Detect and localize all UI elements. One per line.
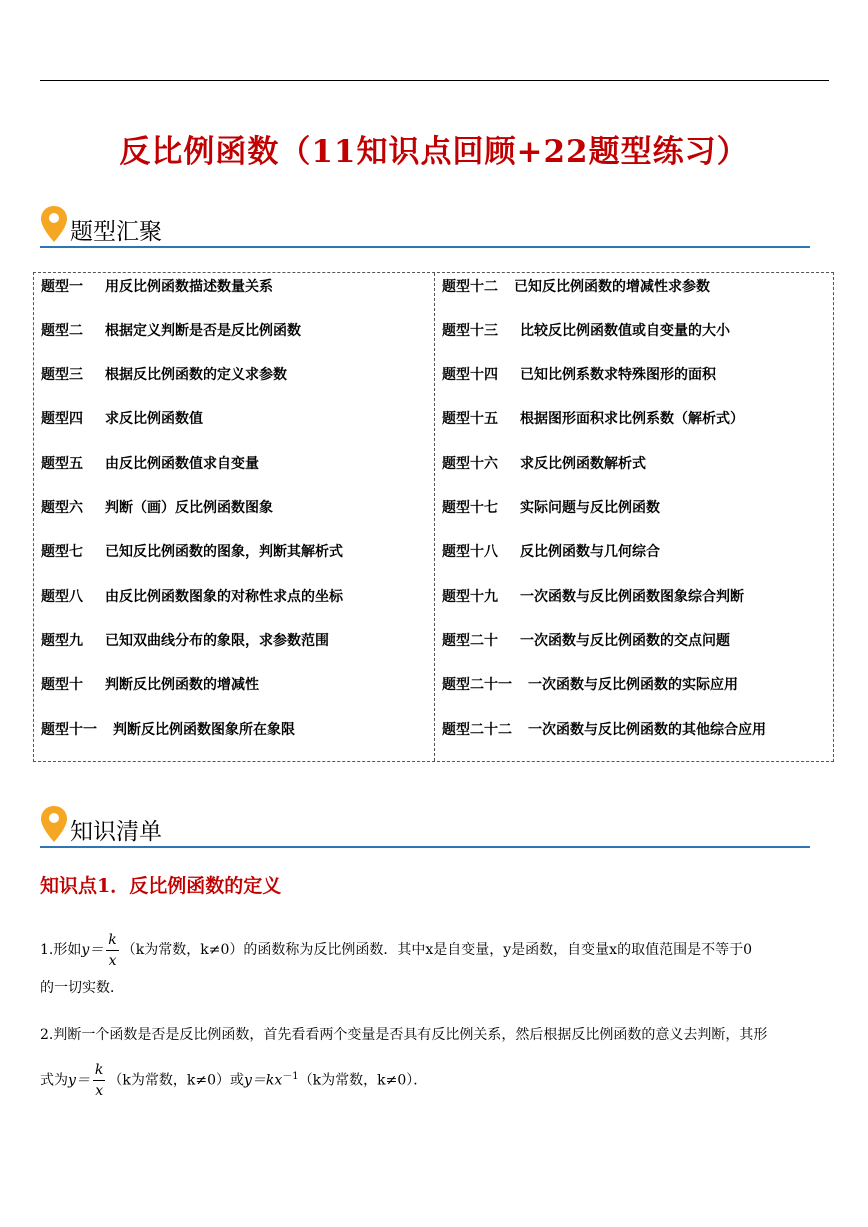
toc-item: 题型二十二 一次函数与反比例函数的其他综合应用 — [442, 722, 766, 738]
fraction-k-over-x: $\frac{k}{x}$ — [94, 1062, 104, 1100]
toc-item: 题型十一 判断反比例函数图象所在象限 — [41, 722, 295, 738]
toc-item: 题型二十一 一次函数与反比例函数的实际应用 — [442, 677, 738, 693]
section-header-question-types — [40, 204, 810, 248]
section-underline — [40, 846, 810, 848]
header-rule — [40, 80, 829, 81]
text: 1.形如 — [40, 942, 82, 958]
location-pin-icon — [40, 804, 72, 844]
section-underline — [40, 246, 810, 248]
toc-item: 题型十四 已知比例系数求特殊图形的面积 — [442, 367, 716, 383]
page-title: 反比例函数（11知识点回顾+22题型练习） — [119, 134, 749, 170]
toc-item: 题型十五 根据图形面积求比例系数（解析式） — [442, 411, 744, 427]
text: （k为常数，k≠0）． — [298, 1072, 428, 1089]
formula-y: y＝ — [68, 1072, 90, 1089]
toc-item: 题型二十 一次函数与反比例函数的交点问题 — [442, 633, 730, 649]
toc-item: 题型六 判断（画）反比例函数图象 — [41, 500, 273, 516]
section-label: 知识清单 — [70, 819, 162, 845]
knowledge-point-title: 知识点1．反比例函数的定义 — [40, 875, 282, 897]
toc-item: 题型十九 一次函数与反比例函数图象综合判断 — [442, 589, 744, 605]
toc-item: 题型三 根据反比例函数的定义求参数 — [41, 367, 287, 383]
text: （k为常数，k≠0）或 — [108, 1072, 245, 1089]
toc-item: 题型十 判断反比例函数的增减性 — [41, 677, 259, 693]
text: （k为常数，k≠0）的函数称为反比例函数．其中x是自变量，y是函数，自变量x的取值范围是不等于0 — [121, 942, 752, 958]
paragraph-2 — [40, 1025, 830, 1099]
text: 的一切实数． — [40, 980, 124, 996]
toc-item: 题型五 由反比例函数值求自变量 — [41, 456, 259, 472]
text: 2.判断一个函数是否是反比例函数，首先看看两个变量是否具有反比例关系，然后根据反比例函数的意义去判断，其形 — [40, 1027, 768, 1043]
formula-alt: y＝kx — [244, 1072, 283, 1089]
location-pin-icon — [40, 204, 72, 244]
formula-y: y＝ — [81, 942, 104, 958]
toc-item: 题型二 根据定义判断是否是反比例函数 — [41, 323, 301, 339]
column-divider — [434, 273, 435, 761]
exponent: －1 — [282, 1071, 299, 1082]
toc-item: 题型十三 比较反比例函数值或自变量的大小 — [442, 323, 730, 339]
toc-item: 题型七 已知反比例函数的图象，判断其解析式 — [41, 544, 343, 560]
fraction-k-over-x: $\frac{k}{x}$ — [108, 931, 117, 969]
toc-item: 题型十六 求反比例函数解析式 — [442, 456, 646, 472]
toc-item: 题型八 由反比例函数图象的对称性求点的坐标 — [41, 589, 343, 605]
toc-item: 题型十七 实际问题与反比例函数 — [442, 500, 660, 516]
text: 式为 — [40, 1072, 68, 1089]
section-label: 题型汇聚 — [70, 219, 162, 245]
toc-item: 题型四 求反比例函数值 — [41, 411, 203, 427]
section-header-knowledge-list — [40, 804, 810, 848]
toc-item: 题型十八 反比例函数与几何综合 — [442, 544, 660, 560]
toc-item: 题型一 用反比例函数描述数量关系 — [41, 279, 273, 295]
question-type-table — [33, 272, 834, 762]
toc-item: 题型九 已知双曲线分布的象限，求参数范围 — [41, 633, 329, 649]
paragraph-1 — [40, 928, 830, 998]
toc-item: 题型十二 已知反比例函数的增减性求参数 — [442, 279, 710, 295]
